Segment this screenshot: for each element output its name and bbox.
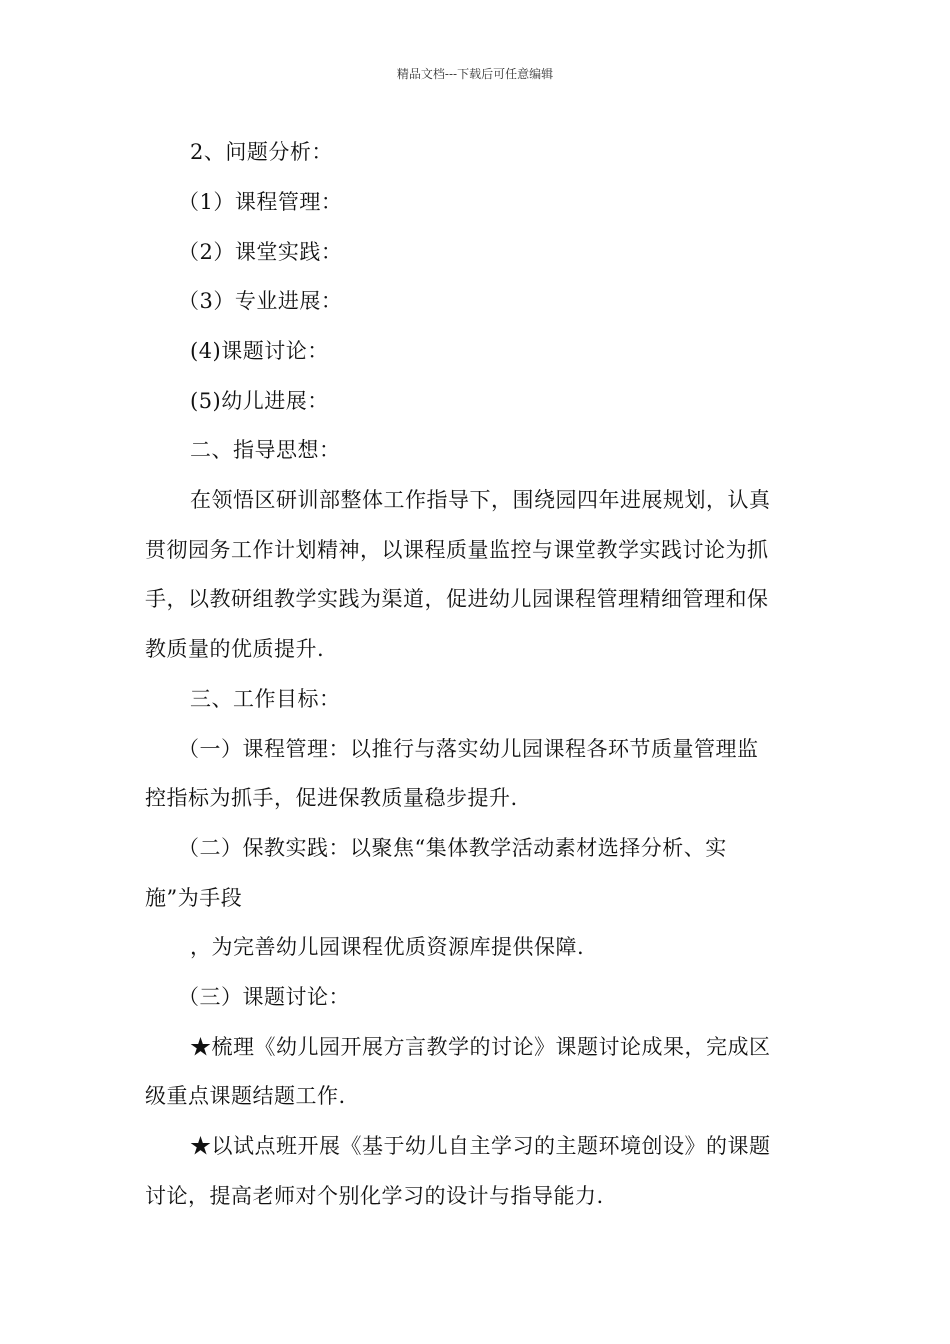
paragraph-line: 施”为手段 xyxy=(145,886,243,910)
page-header: 精品文档---下载后可任意编辑 xyxy=(396,67,554,81)
paragraph-line: 手，以教研组教学实践为渠道，促进幼儿园课程管理精细管理和保 xyxy=(145,587,769,611)
paragraph-line: （一）课程管理：以推行与落实幼儿园课程各环节质量管理监 xyxy=(178,737,759,761)
section-problem-analysis: 2、问题分析： xyxy=(190,140,333,164)
paragraph-line: ★梳理《幼儿园开展方言教学的讨论》课题讨论成果，完成区 xyxy=(190,1035,771,1059)
subsection-heading: （三）课题讨论： xyxy=(178,985,350,1009)
list-item: （3）专业进展： xyxy=(178,289,343,313)
paragraph-line: 在领悟区研训部整体工作指导下，围绕园四年进展规划，认真 xyxy=(190,488,771,512)
paragraph-line: 控指标为抓手，促进保教质量稳步提升. xyxy=(145,786,518,810)
list-item: （2）课堂实践： xyxy=(178,240,343,264)
paragraph-line: 讨论，提高老师对个别化学习的设计与指导能力. xyxy=(145,1184,604,1208)
paragraph-line: 教质量的优质提升. xyxy=(145,637,325,661)
paragraph-line: 贯彻园务工作计划精神，以课程质量监控与课堂教学实践讨论为抓 xyxy=(145,538,769,562)
paragraph-line: ★以试点班开展《基于幼儿自主学习的主题环境创设》的课题 xyxy=(190,1134,771,1158)
paragraph-line: ，为完善幼儿园课程优质资源库提供保障. xyxy=(190,935,585,959)
list-item: (4)课题讨论： xyxy=(190,339,329,363)
paragraph-line: （二）保教实践：以聚焦“集体教学活动素材选择分析、实 xyxy=(178,836,727,860)
list-item: (5)幼儿进展： xyxy=(190,389,329,413)
paragraph-line: 级重点课题结题工作. xyxy=(145,1084,346,1108)
list-item: （1）课程管理： xyxy=(178,190,343,214)
section-heading: 二、指导思想： xyxy=(190,438,341,462)
section-heading: 三、工作目标： xyxy=(190,687,341,711)
